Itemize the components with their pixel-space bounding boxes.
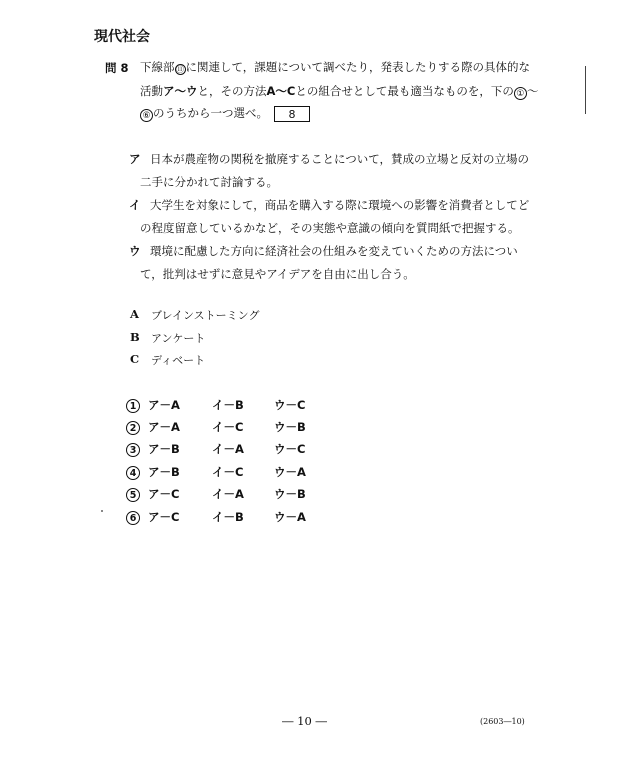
choice-row[interactable] bbox=[126, 509, 346, 525]
activity-mark-a: ア bbox=[129, 152, 141, 166]
question-text: 活動 bbox=[140, 84, 163, 98]
margin-dot bbox=[101, 510, 103, 512]
activity-a-line-2: 二手に分かれて討論する。 bbox=[140, 175, 278, 189]
choice-pair: ア－C bbox=[148, 510, 180, 524]
activity-range: ア～ウ bbox=[163, 84, 198, 98]
choice-pair: イ－A bbox=[212, 442, 244, 456]
choice-pair: ウ－C bbox=[274, 398, 306, 412]
choice-ref-last: ⑥ bbox=[140, 109, 153, 122]
choice-pair: ア－B bbox=[148, 442, 180, 456]
activity-i-line-2: の程度留意しているかなど，その実態や意識の傾向を質問紙で把握する。 bbox=[140, 221, 520, 235]
choice-number-6[interactable]: 6 bbox=[126, 511, 140, 525]
question-line-3 bbox=[140, 105, 310, 122]
question-text: との組合せとして最も適当なものを，下の bbox=[295, 84, 514, 98]
choice-pair: イ－C bbox=[212, 465, 244, 479]
question-text: のうちから一つ選べ。 bbox=[153, 106, 268, 120]
exam-code: (2603―10) bbox=[480, 717, 525, 726]
question-text: 下線部 bbox=[140, 60, 175, 74]
method-text-b: アンケート bbox=[151, 332, 206, 345]
question-line-2 bbox=[140, 83, 538, 100]
margin-rule bbox=[585, 66, 586, 114]
question-label: 問 8 bbox=[105, 61, 129, 75]
choice-row[interactable] bbox=[126, 397, 346, 413]
choice-row[interactable] bbox=[126, 464, 346, 480]
activity-a-line-1: 日本が農産物の関税を撤廃することについて，賛成の立場と反対の立場の bbox=[150, 152, 530, 166]
activity-mark-i: イ bbox=[129, 198, 141, 212]
choice-pair: イ－B bbox=[212, 510, 244, 524]
choice-pair: ウ－A bbox=[274, 510, 306, 524]
question-text: ～ bbox=[526, 84, 539, 98]
method-range: A～C bbox=[266, 84, 296, 98]
choice-number-1[interactable]: 1 bbox=[126, 399, 140, 413]
choice-number-4[interactable]: 4 bbox=[126, 466, 140, 480]
choice-pair: ウ－A bbox=[274, 465, 306, 479]
page-number: ― 10 ― bbox=[282, 714, 327, 728]
choice-row[interactable] bbox=[126, 486, 346, 502]
choice-pair: イ－A bbox=[212, 487, 244, 501]
choice-number-3[interactable]: 3 bbox=[126, 443, 140, 457]
method-letter-c: C bbox=[130, 352, 140, 366]
activity-mark-u: ウ bbox=[129, 244, 141, 258]
method-text-c: ディベート bbox=[151, 354, 206, 367]
choice-pair: ウ－B bbox=[274, 487, 306, 501]
choice-pair: イ－C bbox=[212, 420, 244, 434]
method-letter-a: A bbox=[130, 307, 139, 321]
choice-pair: ウ－C bbox=[274, 442, 306, 456]
choice-pair: ウ－B bbox=[274, 420, 306, 434]
method-letter-b: B bbox=[130, 330, 140, 344]
question-text: と，その方法 bbox=[197, 84, 267, 98]
method-text-a: ブレインストーミング bbox=[151, 309, 260, 322]
question-text: に関連して，課題について調べたり，発表したりする際の具体的な bbox=[185, 60, 531, 74]
question-line-1 bbox=[140, 59, 530, 75]
answer-box[interactable]: 8 bbox=[274, 106, 310, 122]
choice-row[interactable] bbox=[126, 419, 346, 435]
choice-pair: ア－A bbox=[148, 398, 180, 412]
choice-row[interactable] bbox=[126, 441, 346, 457]
choice-pair: ア－A bbox=[148, 420, 180, 434]
choice-number-2[interactable]: 2 bbox=[126, 421, 140, 435]
choice-number-5[interactable]: 5 bbox=[126, 488, 140, 502]
activity-u-line-1: 環境に配慮した方向に経済社会の仕組みを変えていくための方法につい bbox=[150, 244, 518, 258]
activity-u-line-2: て，批判はせずに意見やアイデアを自由に出し合う。 bbox=[140, 267, 415, 281]
choice-ref-first: ① bbox=[514, 87, 527, 100]
activity-i-line-1: 大学生を対象にして，商品を購入する際に環境への影響を消費者としてど bbox=[150, 198, 530, 212]
choice-pair: ア－B bbox=[148, 465, 180, 479]
choice-pair: イ－B bbox=[212, 398, 244, 412]
choice-pair: ア－C bbox=[148, 487, 180, 501]
underline-ref-mark: ⑪ bbox=[176, 65, 184, 74]
subject-title: 現代社会 bbox=[94, 29, 150, 45]
